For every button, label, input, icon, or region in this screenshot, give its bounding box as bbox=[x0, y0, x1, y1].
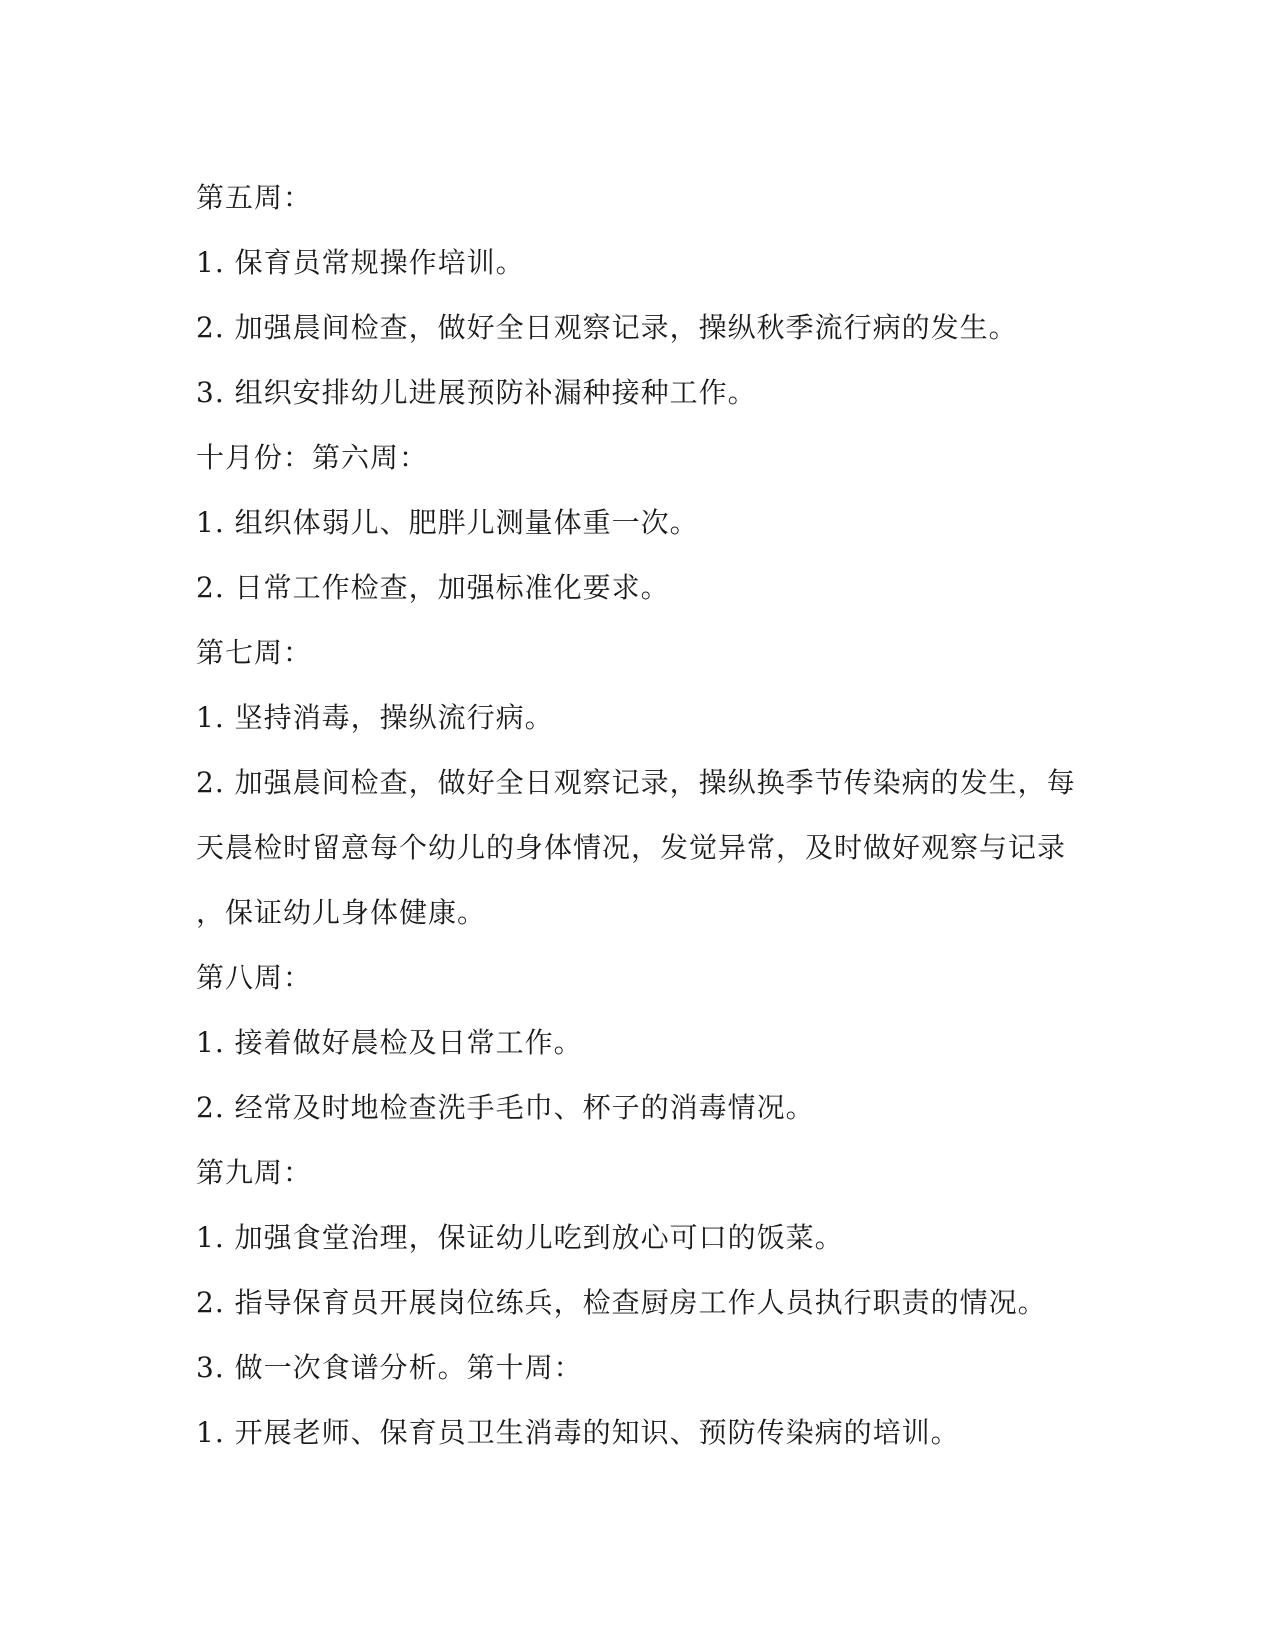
list-item: 2. 指导保育员开展岗位练兵，检查厨房工作人员执行职责的情况。 bbox=[196, 1286, 1047, 1319]
heading-october-week-6: 十月份：第六周： bbox=[196, 441, 429, 474]
document-body bbox=[196, 165, 1076, 1465]
list-item: 1. 接着做好晨检及日常工作。 bbox=[196, 1026, 583, 1059]
list-item: 2. 日常工作检查，加强标准化要求。 bbox=[196, 571, 670, 604]
list-item-continuation: ，保证幼儿身体健康。 bbox=[196, 896, 487, 929]
list-item: 1. 保育员常规操作培训。 bbox=[196, 246, 525, 279]
list-item: 1. 组织体弱儿、肥胖儿测量体重一次。 bbox=[196, 506, 699, 539]
heading-week-7: 第七周： bbox=[196, 636, 313, 669]
heading-week-8: 第八周： bbox=[196, 961, 313, 994]
list-item: 1. 开展老师、保育员卫生消毒的知识、预防传染病的培训。 bbox=[196, 1416, 960, 1449]
list-item: 3. 组织安排幼儿进展预防补漏种接种工作。 bbox=[196, 376, 757, 409]
heading-week-5: 第五周： bbox=[196, 181, 313, 214]
list-item: 1. 加强食堂治理，保证幼儿吃到放心可口的饭菜。 bbox=[196, 1221, 844, 1254]
heading-week-9: 第九周： bbox=[196, 1156, 313, 1189]
list-item: 2. 加强晨间检查，做好全日观察记录，操纵秋季流行病的发生。 bbox=[196, 311, 1018, 344]
list-item: 2. 加强晨间检查，做好全日观察记录，操纵换季节传染病的发生，每 bbox=[196, 766, 1076, 799]
list-item: 2. 经常及时地检查洗手毛巾、杯子的消毒情况。 bbox=[196, 1091, 815, 1124]
list-item-continuation: 天晨检时留意每个幼儿的身体情况，发觉异常，及时做好观察与记录 bbox=[196, 831, 1067, 864]
list-item: 3. 做一次食谱分析。第十周： bbox=[196, 1351, 583, 1384]
list-item: 1. 坚持消毒，操纵流行病。 bbox=[196, 701, 554, 734]
